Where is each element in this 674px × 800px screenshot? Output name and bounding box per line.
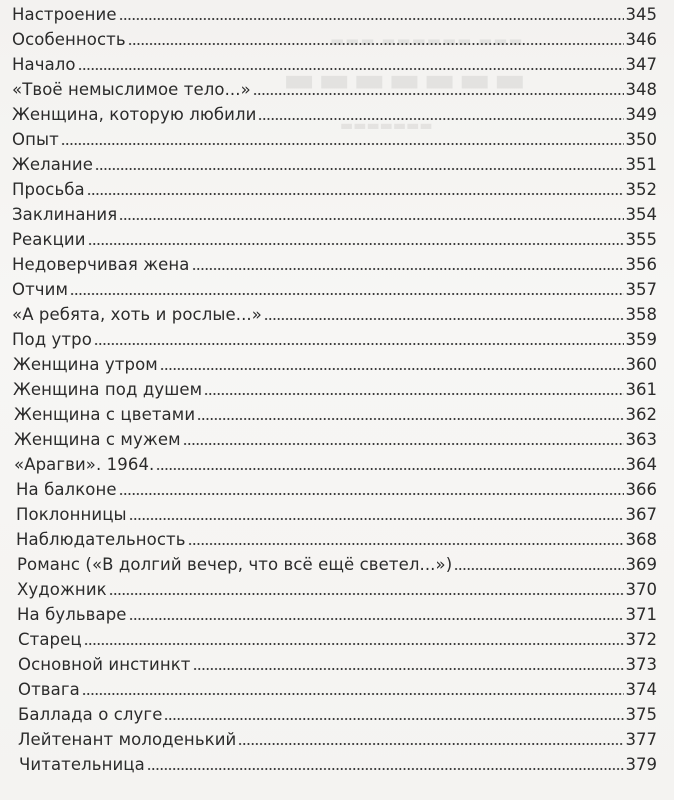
toc-entry (12, 127, 657, 150)
dot-leader (160, 367, 624, 371)
dot-leader (82, 692, 624, 696)
dot-leader (164, 717, 623, 721)
dot-leader (119, 492, 624, 496)
toc-entry (19, 752, 657, 775)
toc-entry (12, 252, 657, 275)
toc-entry (14, 452, 657, 475)
toc-entry (18, 627, 657, 650)
toc-entry (12, 327, 657, 350)
toc-entry-page: 366 (625, 480, 657, 499)
toc-entry (12, 302, 657, 325)
toc-entry-title: Женщина утром (13, 355, 158, 374)
toc-entry-page: 371 (625, 605, 657, 624)
toc-entry-title: Отчим (12, 280, 69, 299)
toc-entry (14, 402, 657, 425)
toc-entry-page: 364 (625, 455, 657, 474)
toc-entry (12, 227, 657, 250)
toc-entry (16, 527, 657, 550)
dot-leader (193, 667, 624, 671)
toc-entry-title: Заклинания (12, 205, 118, 224)
toc-entry-title: Баллада о слуге (18, 705, 163, 724)
dot-leader (238, 742, 623, 746)
dot-leader (204, 392, 623, 396)
toc-entry (17, 602, 657, 625)
dot-leader (119, 17, 624, 21)
toc-entry (12, 2, 657, 25)
dot-leader (84, 642, 624, 646)
toc-entry-title: Романс («В долгий вечер, что всё ещё светел...») (17, 555, 453, 574)
dot-leader (70, 292, 623, 296)
toc-entry-title: Женщина с цветами (14, 405, 196, 424)
toc-entry (16, 502, 657, 525)
toc-entry (12, 27, 657, 50)
toc-entry-page: 348 (625, 80, 657, 99)
toc-entry-title: Женщина с мужем (14, 430, 181, 449)
toc-entry (18, 652, 657, 675)
toc-entry-page: 369 (625, 555, 657, 574)
toc-entry-page: 377 (625, 730, 657, 749)
toc-entry-page: 358 (625, 305, 657, 324)
toc-entry-page: 373 (625, 655, 657, 674)
toc-entry (12, 52, 657, 75)
toc-entry-page: 375 (625, 705, 657, 724)
dot-leader (264, 317, 624, 321)
dot-leader (78, 67, 624, 71)
toc-entry-page: 368 (625, 530, 657, 549)
toc-entry-title: На балконе (16, 480, 117, 499)
toc-entry-title: Опыт (12, 130, 59, 149)
dot-leader (183, 442, 624, 446)
toc-entry-title: Читательница (19, 755, 145, 774)
toc-entry (12, 177, 657, 200)
dot-leader (95, 167, 624, 171)
toc-entry (18, 727, 657, 750)
toc-entry-page: 362 (625, 405, 657, 424)
dot-leader (88, 242, 624, 246)
toc-entry-title: Особенность (12, 30, 126, 49)
toc-entry-page: 347 (625, 55, 657, 74)
dot-leader (147, 767, 624, 771)
toc-entry-title: Наблюдательность (16, 530, 186, 549)
toc-entry (13, 377, 657, 400)
toc-entry-title: Женщина, которую любили (12, 105, 257, 124)
toc-entry-page: 372 (625, 630, 657, 649)
dot-leader (129, 617, 624, 621)
toc-entry-page: 361 (625, 380, 657, 399)
dot-leader (258, 117, 623, 121)
dot-leader (109, 592, 624, 596)
dot-leader (61, 142, 624, 146)
toc-entry-title: Реакции (12, 230, 86, 249)
toc-entry-title: Старец (18, 630, 82, 649)
dot-leader (188, 542, 624, 546)
toc-entry-title: Основной инстинкт (18, 655, 191, 674)
toc-entry (16, 477, 657, 500)
dot-leader (454, 567, 623, 571)
dot-leader (129, 517, 624, 521)
toc-entry-title: Женщина под душем (13, 380, 203, 399)
toc-entry-title: Просьба (12, 180, 85, 199)
dot-leader (253, 92, 624, 96)
toc-entry-page: 354 (625, 205, 657, 224)
toc-entry-page: 379 (625, 755, 657, 774)
toc-entry-title: «Арагви». 1964. (14, 455, 155, 474)
bleed-through-texture: ▬▬▬ ▬▬▬▬▬▬ ▬▬▬ ▬▬▬▬▬▬▬ ▬▬▬▬▬▬▬ (280, 32, 526, 134)
toc-entry (12, 102, 657, 125)
toc-entry-page: 370 (625, 580, 657, 599)
toc-entry-page: 355 (625, 230, 657, 249)
toc-entry-title: На бульваре (17, 605, 127, 624)
toc-entry-title: Под утро (12, 330, 92, 349)
toc-entry-page: 359 (625, 330, 657, 349)
toc-entry-title: Лейтенант молоденький (18, 730, 237, 749)
dot-leader (197, 417, 623, 421)
toc-entry-page: 360 (625, 355, 657, 374)
dot-leader (94, 342, 624, 346)
toc-entry-title: Поклонницы (16, 505, 127, 524)
toc-entry-title: Желание (12, 155, 93, 174)
toc-entry-title: Настроение (12, 5, 117, 24)
toc-entry-page: 374 (625, 680, 657, 699)
toc-entry (12, 77, 657, 100)
toc-entry-page: 345 (625, 5, 657, 24)
toc-entry-page: 356 (625, 255, 657, 274)
toc-entry (17, 577, 657, 600)
toc-entry-page: 363 (625, 430, 657, 449)
toc-entry (18, 702, 657, 725)
toc-entry-page: 350 (625, 130, 657, 149)
toc-entry-page: 351 (625, 155, 657, 174)
toc-entry-page: 349 (625, 105, 657, 124)
toc-entry (13, 352, 657, 375)
dot-leader (156, 467, 623, 471)
toc-entry-title: Художник (17, 580, 107, 599)
toc-entry (14, 427, 657, 450)
dot-leader (119, 217, 623, 221)
toc-entry-title: «Твоё немыслимое тело...» (12, 80, 251, 99)
toc-entry-title: Недоверчивая жена (12, 255, 190, 274)
dot-leader (87, 192, 624, 196)
toc-entry-page: 352 (625, 180, 657, 199)
toc-entry-page: 346 (625, 30, 657, 49)
dot-leader (128, 42, 624, 46)
toc-entry-page: 367 (625, 505, 657, 524)
toc-entry-page: 357 (625, 280, 657, 299)
toc-entry (12, 202, 657, 225)
toc-entry-title: «А ребята, хоть и рослые...» (12, 305, 262, 324)
toc-entry (12, 152, 657, 175)
dot-leader (192, 267, 624, 271)
toc-entry (12, 277, 657, 300)
toc-entry (17, 552, 657, 575)
toc-entry (18, 677, 657, 700)
toc-entry-title: Отвага (18, 680, 80, 699)
toc-entry-title: Начало (12, 55, 76, 74)
